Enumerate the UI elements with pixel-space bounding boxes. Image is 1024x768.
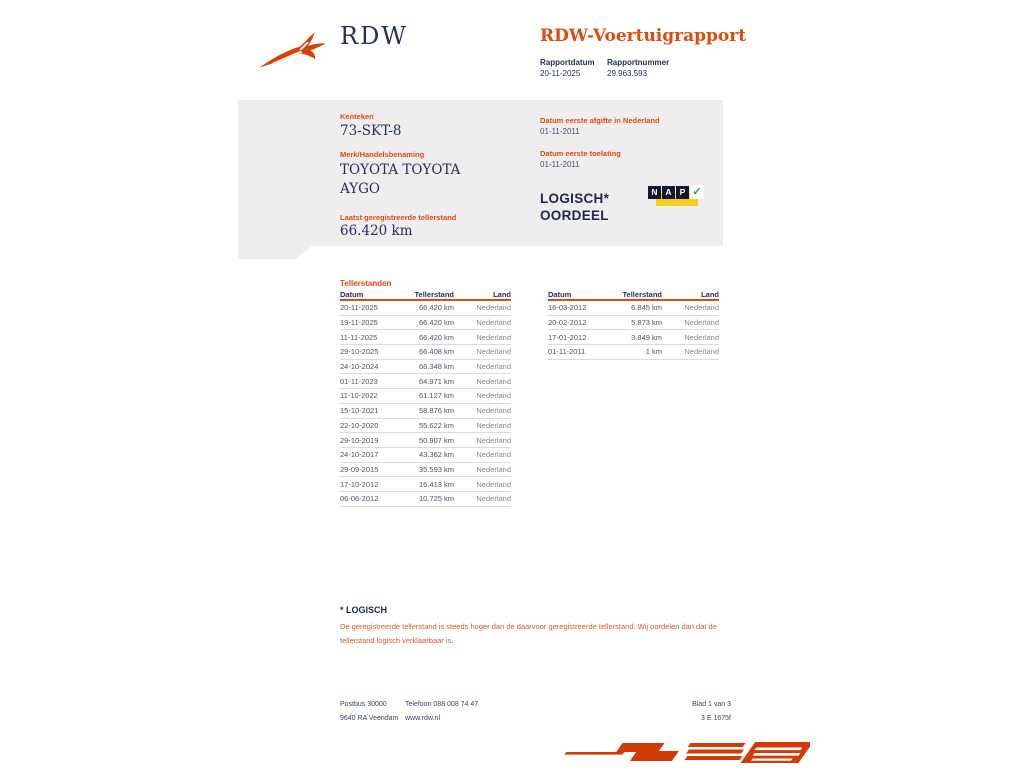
logisch-explanation-text: De geregistreerde tellerstand is steeds hoger dan de daarvoor geregistreerde tellerstand. Wij oordelen dan dat de tellerstand logisch verklaarbaar is. [340,622,717,645]
table-row [340,374,511,389]
nap-letter-p: P [676,186,689,199]
odometer-table-left [340,290,511,507]
eerste-afgifte-value: 01-11-2011 [540,127,580,136]
eerste-toelating-label: Datum eerste toelating [540,149,621,158]
table-row [340,492,511,507]
table-cell: 66.420 km [418,332,454,342]
table-cell: 20-11-2025 [340,303,378,313]
merk-value: TOYOTA TOYOTA AYGO [340,162,461,197]
table-row [340,301,511,316]
merk-label: Merk/Handelsbenaming [340,150,425,159]
table-cell: 66.420 km [418,318,454,328]
table-row [340,404,511,419]
table-cell: 11-10-2022 [340,391,378,401]
table-body [340,301,511,507]
col-header-tellerstand: Tellerstand [414,290,454,299]
table-cell: 16-03-2012 [548,303,587,313]
table-cell: Nederland [476,464,511,474]
table-cell: Nederland [476,406,511,416]
table-cell: Nederland [684,332,719,342]
nap-checkmark-icon: ✓ [690,185,704,199]
table-cell: Nederland [476,391,511,401]
table-cell: 6.845 km [631,303,662,313]
table-cell: 24-10-2024 [340,362,379,372]
table-cell: Nederland [476,420,511,430]
table-row [340,360,511,375]
col-header-land: Land [701,290,719,299]
table-cell: Nederland [476,494,511,504]
table-header-row [340,290,511,301]
table-cell: 1 km [645,347,662,357]
footer-website: www.rdw.nl [405,715,441,722]
table-cell: 5.873 km [631,318,662,328]
table-cell: 61.127 km [418,391,454,401]
table-cell: 22-10-2020 [340,420,379,430]
table-cell: 06-06-2012 [340,494,379,504]
table-cell: 66.348 km [418,362,454,372]
table-cell: 55.622 km [418,420,454,430]
col-header-tellerstand: Tellerstand [622,290,662,299]
table-cell: 17-01-2012 [548,332,587,342]
odometer-table-right [548,290,719,360]
col-header-datum: Datum [340,290,364,299]
footer-address-line1: Postbus 30000 [340,701,387,708]
page-title: RDW-Voertuigrapport [540,26,747,46]
table-cell: Nederland [476,347,511,357]
footer-address-line2: 9640 RA Veendam [340,715,399,722]
footer-form-code: 3 E 1675f [701,715,731,722]
table-cell: 16.413 km [418,479,454,489]
table-row [548,316,719,331]
table-cell: 19-11-2025 [340,318,378,328]
report-date-value: 20-11-2025 [540,69,581,78]
table-row [340,463,511,478]
footer-page-number: Blad 1 van 3 [692,701,731,708]
vehicle-summary-card-tab [238,246,312,259]
table-row [340,330,511,345]
nap-letter-a: A [662,186,675,199]
table-cell: Nederland [476,479,511,489]
table-cell: 11-11-2025 [340,332,378,342]
table-cell: Nederland [476,332,511,342]
table-cell: Nederland [476,435,511,445]
tellerstand-value: 66.420 km [340,223,413,239]
table-row [548,301,719,316]
table-cell: 58.876 km [418,406,454,416]
table-body [548,301,719,360]
table-header-row [548,290,719,301]
table-cell: 20-02-2012 [548,318,587,328]
table-row [548,330,719,345]
oordeel-verdict [540,190,609,224]
table-row [340,389,511,404]
table-cell: 24-10-2017 [340,450,379,460]
rdw-logo-wordmark: RDW [340,22,408,50]
table-cell: Nederland [476,450,511,460]
table-cell: Nederland [684,347,719,357]
report-number-label: Rapportnummer [607,58,670,67]
oordeel-line1: LOGISCH* [540,191,610,206]
col-header-land: Land [493,290,511,299]
table-cell: 66.408 km [418,347,454,357]
table-cell: Nederland [476,318,511,328]
table-cell: 64.971 km [418,376,454,386]
table-row [340,448,511,463]
rdw-bird-logo-icon [256,26,334,72]
table-row [340,477,511,492]
footer-phone: Telefoon 088 008 74 47 [405,701,479,708]
eerste-toelating-value: 01-11-2011 [540,160,580,169]
table-cell: Nederland [476,376,511,386]
oordeel-line2: OORDEEL [540,208,609,223]
table-cell: 66.420 km [418,303,454,313]
table-cell: 10.725 km [418,494,454,504]
tellerstanden-title: Tellerstanden [340,279,392,288]
col-header-datum: Datum [548,290,572,299]
logisch-explanation-heading: * LOGISCH [340,605,388,615]
kenteken-label: Kenteken [340,112,374,121]
table-row [340,316,511,331]
table-row [548,345,719,360]
table-cell: 35.593 km [418,464,454,474]
table-row [340,433,511,448]
table-cell: Nederland [684,318,719,328]
table-cell: 43.362 km [418,450,454,460]
table-row [340,419,511,434]
table-cell: 50.907 km [418,435,454,445]
table-row [340,345,511,360]
table-cell: 01-11-2011 [548,347,586,357]
report-date-label: Rapportdatum [540,58,595,67]
table-cell: 01-11-2023 [340,376,378,386]
table-cell: 17-10-2012 [340,479,379,489]
kenteken-value: 73-SKT-8 [340,123,402,139]
eerste-afgifte-label: Datum eerste afgifte in Nederland [540,116,660,125]
table-cell: 29-10-2019 [340,435,379,445]
rdw-stripes-graphic-icon [540,738,810,768]
table-cell: 29-09-2015 [340,464,379,474]
nap-logo [648,184,702,208]
nap-letter-n: N [648,186,661,199]
tellerstand-label: Laatst geregistreerde tellerstand [340,213,457,222]
table-cell: 3.849 km [631,332,662,342]
table-cell: 15-10-2021 [340,406,379,416]
table-cell: Nederland [476,362,511,372]
table-cell: Nederland [476,303,511,313]
table-cell: Nederland [684,303,719,313]
report-number-value: 29.963.593 [607,69,648,78]
table-cell: 29-10-2025 [340,347,379,357]
